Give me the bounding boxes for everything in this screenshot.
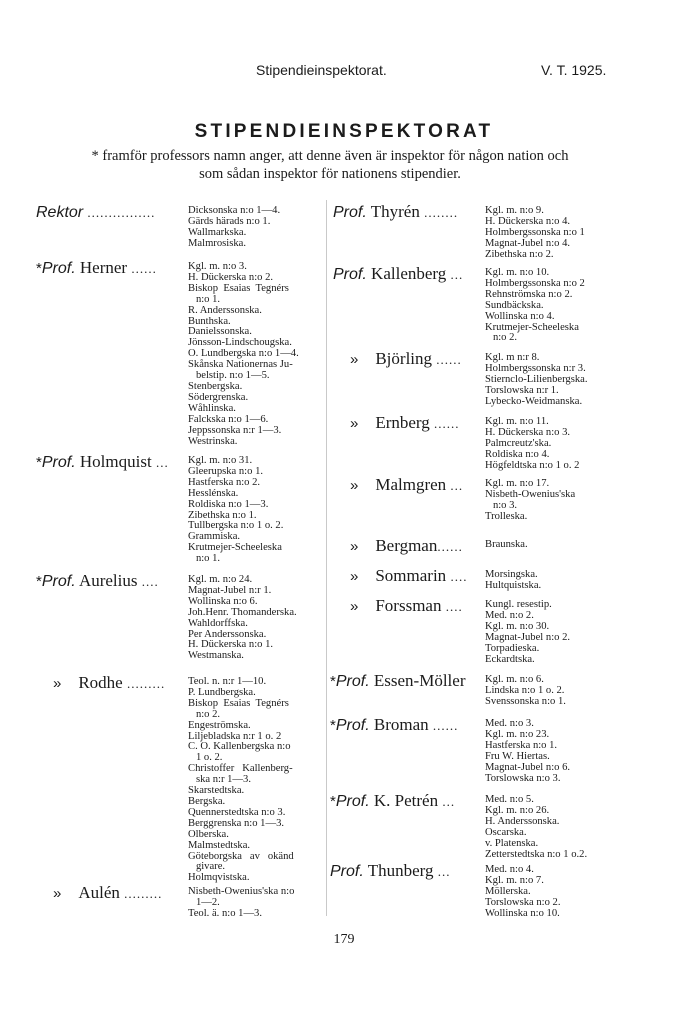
stipend-item: Stiernclo-Lilienbergska. [485,373,588,385]
stipend-item: Wollinska n:o 4. [485,310,555,322]
stipend-item: Teol. ä. n:o 1—3. [188,907,262,919]
stipend-item: Magnat-Jubel n:o 4. [485,237,571,249]
stipend-item: Magnat-Jubel n:r 1. [188,584,272,596]
stipend-item: Biskop Esaias Tegnérs [188,697,289,709]
stipend-list [485,570,541,592]
inspector-surname: Bergman [375,536,438,555]
inspector-surname: Forssman [375,596,442,615]
leader-dots: ... [433,864,451,879]
leader-dots: ... [446,478,464,493]
stipend-item: Quennerstedtska n:o 3. [188,806,286,818]
stipend-item: Skarstedtska. [188,785,245,797]
stipend-item: Kgl. m. n:o 9. [485,205,544,216]
stipend-list [188,575,297,662]
stipend-item: Braunska. [485,539,528,550]
stipend-item: Liljebladska n:r 1 o. 2 [188,730,282,742]
stipend-item: Trolleska. [485,510,528,522]
stipend-item: C. O. Kallenbergska n:o [188,741,291,753]
inspector-name [330,716,458,735]
stipend-item: Zibethska n:o 2. [485,248,554,260]
stipend-item: Sundbäckska. [485,299,544,311]
inspector-surname: Thyrén [370,202,420,221]
stipend-item: Roldiska n:o 4. [485,448,550,460]
stipend-item: 1 o. 2. [188,752,223,764]
stipend-item: R. Anderssonska. [188,304,262,316]
stipend-item: n:o 2. [485,332,518,344]
inspector-surname: Aulén [78,883,120,902]
stipend-item: O. Lundbergska n:o 1—4. [188,348,299,360]
stipend-item: givare. [188,861,226,873]
stipend-item: Kgl. m. n:o 24. [188,574,253,585]
inspector-surname: K. Petrén [373,791,439,810]
asterisk-marker: * [330,717,336,734]
stipend-item: Rehnströmska n:o 2. [485,288,573,300]
stipend-item: Christoffer Kallenberg- [188,763,293,775]
stipend-item: H. Anderssonska. [485,815,560,827]
leader-dots: ... [446,267,464,282]
ditto-mark: » [53,885,62,902]
stipend-item: Oscarska. [485,826,527,838]
leader-dots: ........ [419,205,459,220]
stipend-item: Roldiska n:o 1—3. [188,498,269,510]
academic-title: Prof. [333,266,367,283]
inspector-name [53,884,162,903]
leader-dots: ...... [432,352,462,367]
stipend-item: Palmcreutz'ska. [485,437,552,449]
stipend-item: Olberska. [188,828,229,840]
stipend-item: Torpadieska. [485,642,540,654]
stipend-list [485,865,560,920]
stipend-item: ska n:r 1—3. [188,774,251,786]
academic-title: Prof. [335,717,370,734]
stipend-item: Wahldorffska. [188,617,248,629]
ditto-mark: » [350,477,359,494]
stipend-item: H. Dückerska n:o 1. [188,639,274,651]
leader-dots: .... [441,599,463,614]
stipend-item: Danielssonska. [188,326,252,338]
stipend-list [188,206,280,250]
stipend-item: Med. n:o 2. [485,609,534,621]
stipend-item: Med. n:o 4. [485,864,534,875]
stipend-list [485,417,579,472]
stipend-item: Kgl. m. n:o 11. [485,416,549,427]
stipend-item: Falckska n:o 1—6. [188,413,269,425]
stipend-list [485,540,528,551]
stipend-item: Wåhlinska. [188,402,236,414]
stipend-item: Holmqvistska. [188,872,250,884]
leader-dots: .... [446,569,468,584]
academic-title: Prof. [41,573,76,590]
inspector-surname: Thunberg [367,861,434,880]
asterisk-marker: * [330,673,336,690]
stipend-list [188,456,283,565]
inspector-surname: Ernberg [375,413,430,432]
leader-dots: ...... [127,261,157,276]
stipend-item: n:o 3. [485,499,518,511]
inspector-surname: Malmgren [375,475,447,494]
stipend-item: Wollinska n:o 6. [188,595,258,607]
stipend-item: Kgl. m. n:o 23. [485,728,550,740]
inspector-name [53,674,165,693]
stipend-item: Kgl. m. n:o 3. [188,261,247,272]
stipend-item: Malmrosiska. [188,237,246,249]
stipend-item: Torslowska n:r 1. [485,384,559,396]
stipend-item: Holmbergssonska n:o 1 [485,226,585,238]
academic-title: Rektor [36,204,84,221]
stipend-item: Torslowska n:o 2. [485,896,561,908]
asterisk-marker: * [36,573,42,590]
stipend-item: Wollinska n:o 10. [485,907,560,919]
stipend-item: Holmbergssonska n:r 3. [485,362,586,374]
stipend-item: Bunthska. [188,315,231,327]
stipend-list [485,675,566,708]
asterisk-marker: * [330,793,336,810]
stipend-item: Engeströmska. [188,719,251,731]
inspector-surname: Kallenberg [371,264,447,283]
stipend-item: Med. n:o 3. [485,718,534,729]
stipend-item: Biskop Esaias Tegnérs [188,282,289,294]
leader-dots: ...... [428,718,459,733]
academic-title: Prof. [335,673,370,690]
stipend-item: Skånska Nationernas Ju- [188,359,293,371]
column-divider [326,200,327,916]
inspector-name [350,537,463,556]
inspector-name [350,567,467,586]
stipend-item: Södergrenska. [188,391,249,403]
stipend-list [485,479,575,523]
stipend-item: v. Platenska. [485,837,539,849]
stipend-item: Stenbergska. [188,380,243,392]
stipend-item: Gleerupska n:o 1. [188,465,264,477]
stipend-item: Grammiska. [188,531,241,543]
stipend-item: Möllerska. [485,885,531,897]
stipend-item: Joh.Henr. Thomanderska. [188,606,297,618]
stipend-item: Krutmejer-Scheeleska [188,542,282,554]
stipend-item: Hultquistska. [485,579,542,591]
stipend-item: Högfeldtska n:o 1 o. 2 [485,459,580,471]
stipend-item: Kgl. m. n:o 7. [485,874,544,886]
inspector-name [350,476,463,495]
inspector-surname: Herner [79,258,128,277]
stipend-item: Hastferska n:o 1. [485,739,558,751]
inspector-name [333,203,458,222]
stipend-item: H. Dückerska n:o 4. [485,215,571,227]
stipend-item: Tullbergska n:o 1 o. 2. [188,520,284,532]
stipend-list [485,268,585,344]
inspector-name [330,792,455,811]
stipend-item: Kgl. m. n:o 6. [485,674,544,685]
stipend-item: Wallmarkska. [188,226,247,238]
asterisk-marker: * [36,454,42,471]
stipend-list [485,795,587,860]
inspector-name [36,259,157,278]
footnote-line-1: * framför professors namn anger, att denne även är inspektor för någon nation och [91,148,569,164]
inspector-surname: Aurelius [78,571,138,590]
inspector-name [36,572,159,591]
stipend-item: Fru W. Hiertas. [485,750,550,762]
stipend-item: Teol. n. n:r 1—10. [188,676,267,687]
inspector-name [350,414,460,433]
stipend-list [188,887,294,920]
academic-title: Prof. [333,204,367,221]
stipend-item: H. Dückerska n:o 3. [485,426,571,438]
academic-title: Prof. [41,260,76,277]
stipend-item: Svenssonska n:o 1. [485,695,566,707]
stipend-item: Malmstedtska. [188,839,251,851]
leader-dots: ... [151,455,169,470]
stipend-item: Lindska n:o 1 o. 2. [485,684,565,696]
running-header-title: Stipendieinspektorat. [256,62,387,78]
stipend-item: Med. n:o 5. [485,794,534,805]
stipend-item: Kgl. m. n:o 17. [485,478,550,489]
ditto-mark: » [350,351,359,368]
stipend-item: Kgl. m n:r 8. [485,352,540,363]
inspector-surname: Broman [373,715,429,734]
stipend-item: n:o 1. [188,553,221,565]
inspector-surname: Rodhe [78,673,123,692]
inspector-name [36,203,155,222]
stipend-item: Kgl. m. n:o 30. [485,620,550,632]
inspector-name [333,265,463,284]
asterisk-marker: * [36,260,42,277]
leader-dots: ...... [437,539,463,554]
stipend-item: Zetterstedtska n:o 1 o.2. [485,848,588,860]
inspector-name [350,350,462,369]
stipend-item: Westmanska. [188,650,244,662]
leader-dots: ......... [122,676,166,691]
inspector-surname: Björling [375,349,433,368]
academic-title: Prof. [330,863,364,880]
ditto-mark: » [350,538,359,555]
stipend-item: Westrinska. [188,435,238,447]
stipend-list [485,600,570,665]
stipend-item: 1—2. [188,896,220,908]
inspector-surname: Essen-Möller [373,671,466,690]
stipend-item: Jönsson-Lindschougska. [188,337,292,349]
stipend-item: Hastferska n:o 2. [188,476,261,488]
running-header-date: V. T. 1925. [541,62,607,78]
stipend-item: n:o 2. [188,708,221,720]
stipend-item: Zibethska n:o 1. [188,509,257,521]
page-title: STIPENDIEINSPEKTORAT [194,121,494,142]
stipend-item: Kgl. m. n:o 26. [485,804,550,816]
page-number: 179 [333,932,355,947]
ditto-mark: » [350,415,359,432]
stipend-item: Nisbeth-Owenius'ska [485,488,576,500]
leader-dots: ......... [119,886,163,901]
stipend-item: Magnat-Jubel n:o 6. [485,761,571,773]
stipend-item: Holmbergssonska n:o 2 [485,277,585,289]
stipend-item: Nisbeth-Owenius'ska n:o [188,886,295,897]
stipend-item: Morsingska. [485,569,538,580]
inspector-surname: Sommarin [375,566,447,585]
inspector-name [36,453,169,472]
stipend-item: belstip. n:o 1—5. [188,370,270,382]
leader-dots: ...... [429,416,460,431]
ditto-mark: » [350,598,359,615]
ditto-mark: » [350,568,359,585]
stipend-item: Berggrenska n:o 1—3. [188,817,285,829]
stipend-item: Kungl. resestip. [485,599,552,610]
inspector-name [330,862,451,881]
inspector-name [350,597,463,616]
stipend-item: Göteborgska av okänd [188,850,294,862]
stipend-item: Krutmejer-Scheeleska [485,321,579,333]
stipend-item: Eckardtska. [485,653,535,665]
stipend-list [485,353,587,408]
stipend-item: Kgl. m. n:o 10. [485,267,550,278]
leader-dots: ................ [83,205,156,220]
stipend-item: P. Lundbergska. [188,686,256,698]
leader-dots: ... [438,794,456,809]
leader-dots: .... [137,574,159,589]
stipend-item: Bergska. [188,795,226,807]
academic-title: Prof. [41,454,76,471]
stipend-item: Dicksonska n:o 1—4. [188,205,281,216]
stipend-item: Lybecko-Weidmanska. [485,395,583,407]
stipend-item: H. Dückerska n:o 2. [188,271,274,283]
ditto-mark: » [53,675,62,692]
stipend-list [485,206,585,261]
stipend-item: Hesslénska. [188,487,239,499]
stipend-list [188,677,294,884]
stipend-item: Kgl. m. n:o 31. [188,455,253,466]
inspector-name [330,672,465,691]
stipend-item: n:o 1. [188,293,221,305]
stipend-list [485,719,570,784]
stipend-item: Per Anderssonska. [188,628,267,640]
academic-title: Prof. [335,793,370,810]
stipend-item: Gärds härads n:o 1. [188,215,271,227]
footnote-line-2: som sådan inspektor för nationens stipendier. [199,166,461,182]
stipend-item: Magnat-Jubel n:o 2. [485,631,571,643]
stipend-item: Jeppssonska n:r 1—3. [188,424,282,436]
stipend-item: Torslowska n:o 3. [485,772,561,784]
inspector-surname: Holmquist [79,452,152,471]
stipend-list [188,262,299,447]
